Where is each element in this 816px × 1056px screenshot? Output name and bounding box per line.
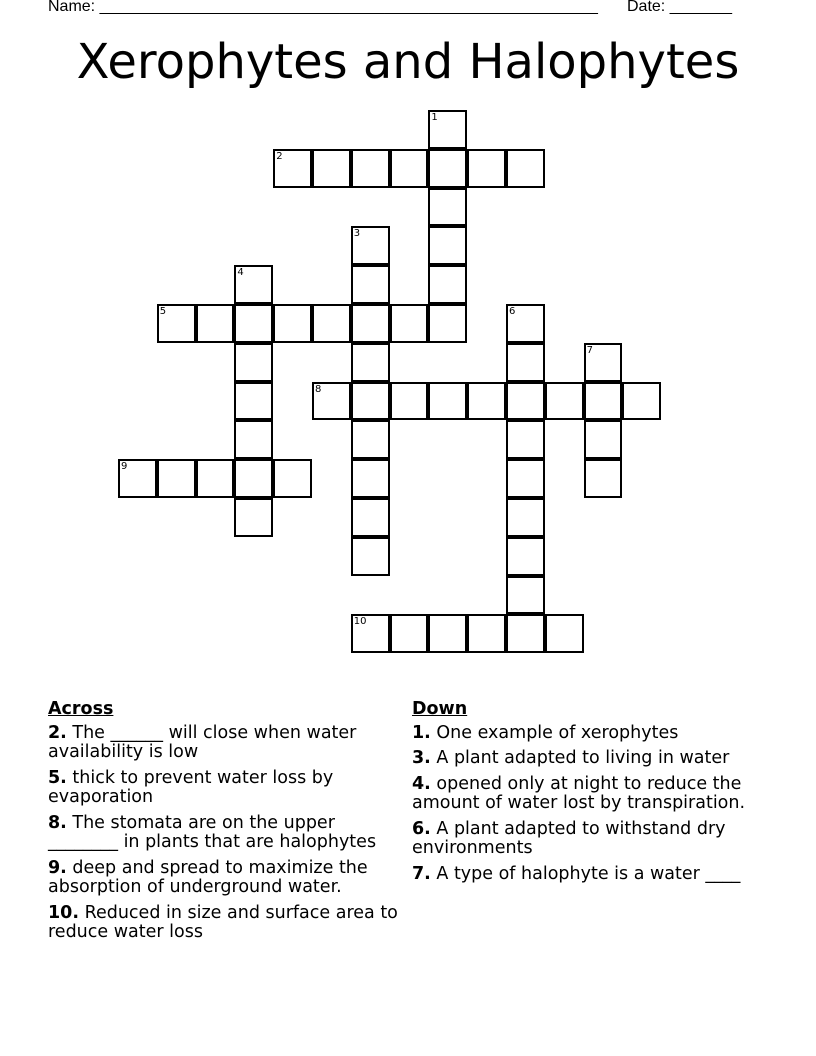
clue-text: One example of xerophytes [436,722,679,743]
crossword-cell[interactable] [428,304,467,343]
crossword-cell[interactable] [351,498,390,537]
across-heading: Across [48,699,114,719]
clue-number: 4. [412,773,431,794]
crossword-cell[interactable] [428,110,467,149]
cell-number: 8 [315,383,322,395]
crossword-cell[interactable] [273,459,312,498]
date-field[interactable]: Date: _______ [627,0,732,15]
crossword-cell[interactable] [428,614,467,653]
clue-across-2 [48,724,408,763]
clue-down-3 [412,749,772,769]
clue-number: 3. [412,748,431,768]
crossword-cell[interactable] [351,382,390,421]
crossword-cell[interactable] [351,614,390,653]
crossword-cell[interactable] [234,459,273,498]
crossword-cell[interactable] [351,226,390,265]
crossword-cell[interactable] [622,382,661,421]
clue-down-1 [412,724,772,744]
cell-number: 9 [121,461,128,473]
crossword-cell[interactable] [351,459,390,498]
crossword-cell[interactable] [584,420,623,459]
cell-number: 3 [353,228,361,240]
crossword-cell[interactable] [234,382,273,421]
crossword-cell[interactable] [584,382,623,421]
crossword-cell[interactable] [506,537,545,576]
crossword-cell[interactable] [351,343,390,382]
page-title: Xerophytes and Halophytes [76,34,740,90]
cell-number: 6 [509,306,516,317]
crossword-cell[interactable] [428,149,467,188]
crossword-cell[interactable] [196,459,235,498]
crossword-cell[interactable] [545,614,584,653]
crossword-cell[interactable] [312,382,351,421]
clue-across-10 [48,904,408,943]
clue-down-6 [412,820,772,859]
crossword-cell[interactable] [506,459,545,498]
clue-text: The ______ will close when water availability is low [48,722,357,762]
clue-number: 9. [48,857,67,878]
crossword-cell[interactable] [351,149,390,188]
cell-number: 2 [276,150,283,162]
crossword-cell[interactable] [506,576,545,615]
clue-number: 8. [48,812,67,833]
clue-text: A plant adapted to living in water [436,748,730,768]
crossword-cell[interactable] [157,304,196,343]
cell-number: 5 [159,306,167,317]
clue-text: The stomata are on the upper ________ in plants that are halophytes [48,812,377,852]
crossword-cell[interactable] [467,149,506,188]
crossword-cell[interactable] [390,149,429,188]
crossword-cell[interactable] [390,304,429,343]
crossword-cell[interactable] [545,382,584,421]
clue-text: deep and spread to maximize the absorption of underground water. [48,857,368,897]
down-heading: Down [412,699,468,719]
clue-text: A plant adapted to withstand dry environments [412,818,726,858]
clue-number: 7. [412,863,431,884]
crossword-cell[interactable] [312,304,351,343]
crossword-cell[interactable] [467,614,506,653]
clue-number: 2. [48,722,67,743]
clue-down-4 [412,775,772,814]
crossword-cell[interactable] [234,304,273,343]
crossword-cell[interactable] [390,382,429,421]
clue-text: opened only at night to reduce the amount of water lost by transpiration. [412,773,746,813]
clue-number: 10. [48,902,80,923]
down-clues [412,700,772,890]
crossword-cell[interactable] [234,498,273,537]
crossword-cell[interactable] [506,498,545,537]
crossword-cell[interactable] [506,343,545,382]
crossword-cell[interactable] [351,537,390,576]
cell-number: 10 [353,616,367,628]
crossword-cell[interactable] [584,459,623,498]
clue-across-5 [48,769,408,808]
clue-across-9 [48,859,408,898]
crossword-cell[interactable] [506,149,545,188]
clue-number: 6. [412,818,431,839]
crossword-cell[interactable] [234,343,273,382]
crossword-cell[interactable] [390,614,429,653]
crossword-cell[interactable] [506,614,545,653]
crossword-cell[interactable] [234,420,273,459]
crossword-cell[interactable] [584,343,623,382]
clue-text: thick to prevent water loss by evaporation [48,767,334,807]
crossword-cell[interactable] [157,459,196,498]
clue-number: 1. [412,722,431,743]
crossword-cell[interactable] [234,265,273,304]
crossword-cell[interactable] [196,304,235,343]
crossword-cell[interactable] [506,420,545,459]
crossword-cell[interactable] [428,188,467,227]
crossword-cell[interactable] [273,149,312,188]
across-clues [48,700,408,949]
clue-number: 5. [48,767,67,788]
clue-down-7 [412,865,772,885]
clue-text: Reduced in size and surface area to reduce water loss [48,902,398,942]
cell-number: 1 [431,112,438,123]
clue-text: A type of halophyte is a water ____ [436,863,741,884]
crossword-cell[interactable] [312,149,351,188]
crossword-cell[interactable] [351,265,390,304]
crossword-cell[interactable] [506,382,545,421]
crossword-cell[interactable] [351,304,390,343]
crossword-cell[interactable] [351,420,390,459]
crossword-cell[interactable] [467,382,506,421]
crossword-cell[interactable] [428,382,467,421]
crossword-cell[interactable] [428,265,467,304]
crossword-cell[interactable] [428,226,467,265]
crossword-cell[interactable] [273,304,312,343]
name-field[interactable]: Name: ________________________________________________________ [48,0,598,15]
cell-number: 4 [237,267,244,279]
crossword-cell[interactable] [118,459,157,498]
cell-number: 7 [586,344,593,356]
clue-across-8 [48,814,408,853]
crossword-cell[interactable] [506,304,545,343]
